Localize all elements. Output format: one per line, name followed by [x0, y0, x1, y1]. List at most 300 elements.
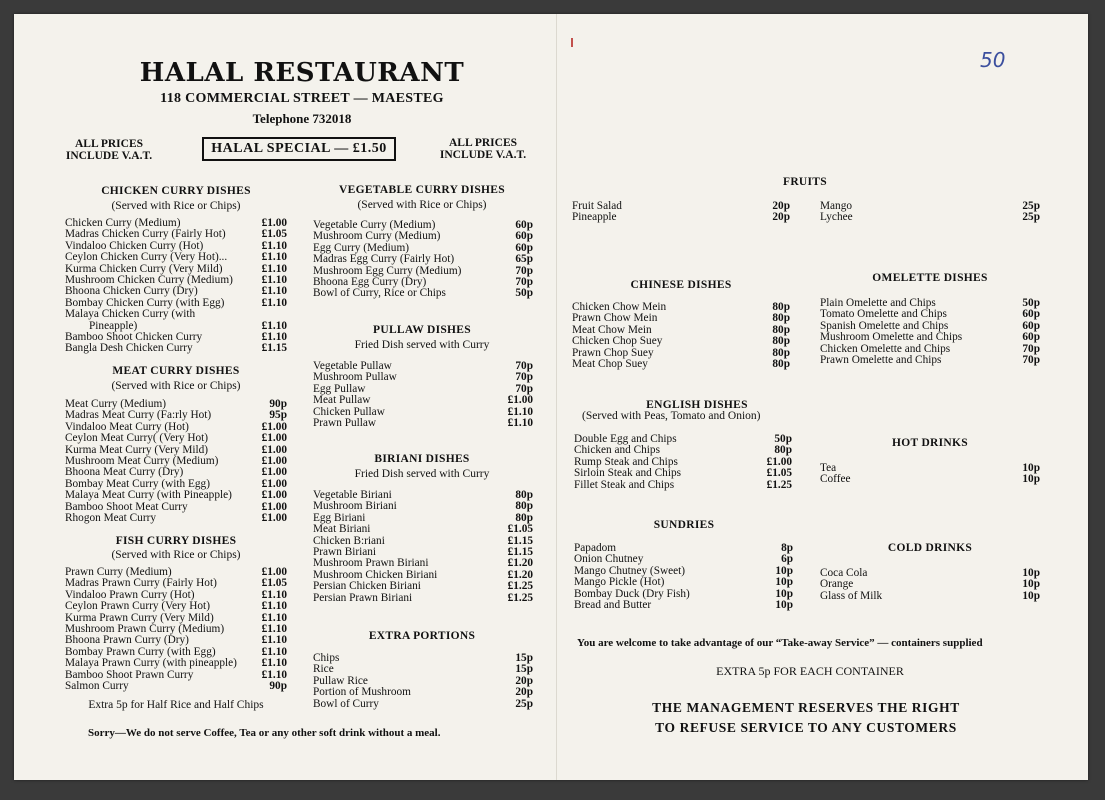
menu-item — [313, 593, 533, 604]
menu-item-price: £1.00 — [766, 455, 792, 468]
menu-item — [65, 567, 287, 578]
menu-item — [820, 474, 1040, 485]
menu-item-name: Meat Chop Suey — [572, 358, 648, 370]
omelette-heading: OMELETTE DISHES — [872, 272, 988, 284]
menu-item-name: Pullaw Rice — [313, 675, 368, 687]
menu-item — [313, 288, 533, 299]
biriani-heading: BIRIANI DISHES — [374, 453, 470, 465]
vegetable-list — [313, 220, 533, 300]
menu-item-name: Vindaloo Prawn Curry (Hot) — [65, 589, 195, 601]
restaurant-address: 118 COMMERCIAL STREET — MAESTEG — [160, 91, 444, 106]
menu-item — [65, 241, 287, 252]
menu-item — [65, 601, 287, 612]
menu-item-price: £1.10 — [261, 330, 287, 343]
menu-item — [65, 399, 287, 410]
menu-item-name: Malaya Prawn Curry (with pineapple) — [65, 658, 237, 670]
menu-item-price: £1.10 — [261, 668, 287, 681]
menu-item-price: £1.20 — [507, 568, 533, 581]
menu-item-name: Madras Chicken Curry (Fairly Hot) — [65, 229, 226, 241]
menu-item-name: Prawn Chow Mein — [572, 313, 658, 325]
menu-item — [65, 286, 287, 297]
half-rice-note: Extra 5p for Half Rice and Half Chips — [88, 699, 264, 711]
menu-item-name: Bombay Duck (Dry Fish) — [574, 588, 690, 600]
menu-item-price: 60p — [1022, 331, 1040, 344]
menu-item-price: 60p — [1022, 308, 1040, 321]
menu-item-name: Vindaloo Meat Curry (Hot) — [65, 421, 189, 433]
menu-item-name: Bombay Chicken Curry (with Egg) — [65, 297, 225, 309]
menu-item — [574, 434, 792, 445]
menu-item — [65, 635, 287, 646]
menu-item-price: 25p — [515, 697, 533, 710]
menu-item-price: 10p — [1022, 567, 1040, 579]
menu-item-price: 10p — [775, 564, 793, 577]
menu-item-price: £1.20 — [507, 557, 533, 570]
menu-item-price: 10p — [775, 598, 793, 611]
menu-item — [574, 566, 793, 577]
vat-notice-right: ALL PRICES INCLUDE V.A.T. — [439, 137, 527, 161]
menu-item-price: 8p — [781, 542, 793, 554]
menu-item-name: Meat Biriani — [313, 524, 371, 536]
menu-item — [65, 332, 287, 343]
menu-item-name: Mushroom Prawn Curry (Medium) — [65, 623, 225, 635]
meat-list — [65, 399, 287, 524]
menu-item — [313, 581, 533, 592]
menu-item — [313, 220, 533, 231]
menu-item-price: £1.10 — [261, 600, 287, 613]
menu-item-name: Fruit Salad — [572, 201, 622, 212]
menu-item-price: £1.10 — [261, 239, 287, 252]
pullaw-list — [313, 361, 533, 429]
menu-item-name: Pineapple — [572, 212, 617, 224]
menu-item-name: Kurma Chicken Curry (Very Mild) — [65, 263, 223, 275]
management-line-2: TO REFUSE SERVICE TO ANY CUSTOMERS — [655, 720, 957, 735]
menu-item-name: Vegetable Curry (Medium) — [313, 220, 436, 231]
menu-item — [313, 407, 533, 418]
fold-line — [556, 14, 557, 780]
menu-item — [574, 457, 792, 468]
menu-item-name: Malaya Chicken Curry (with — [65, 309, 196, 321]
menu-item-price: 50p — [1022, 297, 1040, 309]
menu-item-price: 10p — [775, 587, 793, 600]
menu-item-price: 20p — [772, 211, 790, 224]
menu-item-name: Chicken Pullaw — [313, 406, 385, 418]
menu-item-name: Mushroom Chicken Biriani — [313, 569, 438, 581]
menu-item — [572, 359, 790, 370]
menu-item — [65, 590, 287, 601]
menu-item-price: 90p — [269, 398, 287, 410]
menu-item-price: £1.15 — [261, 342, 287, 355]
pullaw-heading: PULLAW DISHES — [373, 324, 471, 336]
menu-item — [65, 624, 287, 635]
menu-item — [820, 321, 1040, 332]
menu-item-name: Salmon Curry — [65, 680, 129, 692]
menu-item — [820, 298, 1040, 309]
menu-item — [313, 254, 533, 265]
chinese-list — [572, 302, 790, 370]
menu-item-name: Bhoona Egg Curry (Dry) — [313, 276, 427, 288]
menu-item-name: Glass of Milk — [820, 590, 883, 602]
fruits-list-right — [820, 201, 1040, 224]
menu-item-price: £1.05 — [766, 467, 792, 480]
menu-item-name: Ceylon Meat Curry( (Very Hot) — [65, 433, 209, 445]
menu-item — [313, 536, 533, 547]
menu-item-name: Double Egg and Chips — [574, 434, 677, 445]
menu-item-price: 10p — [1022, 462, 1040, 474]
menu-item-price: £1.10 — [261, 273, 287, 286]
menu-item — [572, 313, 790, 324]
menu-item-name: Tea — [820, 463, 837, 474]
menu-item — [65, 513, 287, 524]
menu-item-price: £1.00 — [261, 217, 287, 229]
menu-item-price: £1.10 — [507, 405, 533, 418]
menu-item-name: Bamboo Shoot Meat Curry — [65, 501, 188, 513]
menu-item — [574, 600, 793, 611]
menu-item-price: 80p — [515, 489, 533, 501]
menu-item-name: Portion of Mushroom — [313, 687, 411, 699]
restaurant-title: HALAL RESTAURANT — [139, 58, 465, 88]
menu-item-name: Mango Chutney (Sweet) — [574, 565, 686, 577]
menu-item-name: Papadom — [574, 543, 617, 554]
menu-item-name: Ceylon Prawn Curry (Very Hot) — [65, 601, 210, 613]
menu-item-price: £1.10 — [261, 296, 287, 309]
menu-item — [65, 275, 287, 286]
chicken-list — [65, 218, 287, 355]
menu-item — [574, 554, 793, 565]
menu-item — [65, 467, 287, 478]
menu-item-name: Mushroom Biriani — [313, 501, 397, 513]
menu-item — [572, 348, 790, 359]
menu-item-price: £1.10 — [507, 416, 533, 429]
menu-item-name: Kurma Meat Curry (Very Mild) — [65, 444, 209, 456]
menu-item-name: Rice — [313, 664, 334, 676]
menu-item — [65, 252, 287, 263]
fruits-list-left — [572, 201, 790, 224]
menu-item — [574, 543, 793, 554]
extra-list — [313, 653, 533, 710]
menu-item-price: 70p — [515, 264, 533, 277]
menu-item-price: £1.10 — [261, 645, 287, 658]
menu-item-price: £1.00 — [261, 477, 287, 490]
menu-item-price: 80p — [515, 500, 533, 513]
menu-item-name: Madras Meat Curry (Fa:rly Hot) — [65, 410, 212, 422]
menu-item — [65, 298, 287, 309]
menu-item-price: 20p — [772, 200, 790, 212]
menu-item-name: Bhoona Meat Curry (Dry) — [65, 467, 184, 479]
menu-item-name: Mushroom Pullaw — [313, 372, 397, 384]
menu-item — [65, 422, 287, 433]
menu-item — [313, 513, 533, 524]
menu-item-name: Mushroom Prawn Biriani — [313, 558, 429, 570]
menu-item-name: Prawn Pullaw — [313, 417, 377, 429]
chicken-heading: CHICKEN CURRY DISHES — [101, 185, 251, 197]
menu-item-name: Plain Omelette and Chips — [820, 298, 936, 309]
menu-item-name: Egg Pullaw — [313, 383, 366, 395]
menu-item-name: Prawn Curry (Medium) — [65, 567, 172, 578]
menu-item-price: £1.10 — [261, 634, 287, 647]
menu-item — [820, 579, 1040, 590]
meat-heading: MEAT CURRY DISHES — [112, 365, 240, 377]
menu-item-name: Vegetable Biriani — [313, 490, 392, 501]
menu-item-price: 50p — [515, 287, 533, 300]
hot-drinks-heading: HOT DRINKS — [892, 437, 968, 449]
menu-item-name: Egg Biriani — [313, 512, 366, 524]
menu-item — [313, 547, 533, 558]
menu-item-price: £1.00 — [261, 500, 287, 513]
menu-item-name: Prawn Chop Suey — [572, 347, 654, 359]
menu-item — [65, 479, 287, 490]
menu-item-price: £1.10 — [261, 657, 287, 670]
menu-item-name: Chicken Chow Mein — [572, 302, 667, 313]
menu-item-name: Fillet Steak and Chips — [574, 479, 675, 491]
menu-item-name: Chicken Chop Suey — [572, 336, 663, 348]
menu-item — [572, 212, 790, 223]
menu-item — [65, 218, 287, 229]
meat-subtitle: (Served with Rice or Chips) — [111, 380, 241, 392]
menu-item-price: 60p — [515, 219, 533, 231]
menu-item — [65, 445, 287, 456]
management-line-1: THE MANAGEMENT RESERVES THE RIGHT — [652, 700, 960, 715]
menu-item-name: Mushroom Curry (Medium) — [313, 231, 441, 243]
menu-item-name: Mango Pickle (Hot) — [574, 577, 665, 589]
menu-item-price: 60p — [1022, 319, 1040, 332]
restaurant-telephone: Telephone 732018 — [252, 111, 352, 126]
chicken-subtitle: (Served with Rice or Chips) — [111, 200, 241, 212]
chinese-heading: CHINESE DISHES — [630, 279, 732, 291]
menu-item — [572, 336, 790, 347]
menu-item — [65, 343, 287, 354]
menu-item — [574, 577, 793, 588]
menu-item-name: Coffee — [820, 474, 851, 486]
menu-item-name: Bhoona Prawn Curry (Dry) — [65, 635, 189, 647]
menu-item-price: 80p — [515, 511, 533, 524]
menu-item — [65, 456, 287, 467]
menu-item — [820, 344, 1040, 355]
menu-item — [313, 501, 533, 512]
menu-item — [820, 568, 1040, 579]
menu-item-price: £1.10 — [261, 251, 287, 264]
menu-item-name: Persian Prawn Biriani — [313, 592, 413, 604]
menu-item — [313, 664, 533, 675]
menu-item-price: £1.00 — [507, 394, 533, 407]
menu-item — [65, 490, 287, 501]
menu-item — [65, 578, 287, 589]
menu-item-name: Lychee — [820, 212, 853, 224]
vat-notice-left: ALL PRICES INCLUDE V.A.T. — [65, 138, 153, 162]
menu-item-name: Mango — [820, 201, 853, 212]
menu-item-price: 15p — [515, 652, 533, 664]
menu-item — [313, 372, 533, 383]
menu-item-name: Bowl of Curry, Rice or Chips — [313, 288, 446, 300]
menu-item-price: £1.00 — [261, 566, 287, 578]
menu-item — [820, 591, 1040, 602]
menu-item-name: Mushroom Chicken Curry (Medium) — [65, 274, 233, 286]
menu-item — [65, 229, 287, 240]
menu-item-name: Sirloin Steak and Chips — [574, 468, 682, 480]
menu-item-name: Vegetable Pullaw — [313, 361, 392, 372]
pullaw-subtitle: Fried Dish served with Curry — [354, 339, 490, 351]
menu-item-name: Egg Curry (Medium) — [313, 242, 410, 254]
menu-item-price: 15p — [515, 663, 533, 676]
menu-item-name: Tomato Omelette and Chips — [820, 309, 947, 321]
menu-item-name: Chicken Omelette and Chips — [820, 343, 951, 355]
menu-item-price: 25p — [1022, 200, 1040, 212]
menu-item — [313, 653, 533, 664]
menu-item — [65, 433, 287, 444]
menu-item-price: 80p — [772, 346, 790, 359]
menu-item-name: Mushroom Meat Curry (Medium) — [65, 455, 219, 467]
omelette-list — [820, 298, 1040, 366]
menu-item-price: £1.10 — [261, 622, 287, 635]
sundries-heading: SUNDRIES — [653, 519, 715, 531]
english-list — [574, 434, 792, 491]
menu-item-name: Prawn Omelette and Chips — [820, 354, 942, 366]
menu-item-price: £1.00 — [261, 432, 287, 445]
menu-item-name: Madras Egg Curry (Fairly Hot) — [313, 254, 455, 266]
menu-item-price: 60p — [515, 241, 533, 254]
menu-item-price: 10p — [775, 576, 793, 589]
menu-item-price: 50p — [774, 433, 792, 445]
menu-item-price: 70p — [515, 360, 533, 372]
menu-item-price: 70p — [515, 371, 533, 384]
menu-item — [313, 570, 533, 581]
menu-item-price: £1.25 — [766, 478, 792, 491]
vegetable-heading: VEGETABLE CURRY DISHES — [339, 184, 505, 196]
takeaway-note: You are welcome to take advantage of our “Take-away Service” — containers supplied — [577, 637, 983, 649]
menu-item — [574, 468, 792, 479]
menu-item-name: Vindaloo Chicken Curry (Hot) — [65, 240, 204, 252]
extra-heading: EXTRA PORTIONS — [368, 630, 476, 642]
menu-item — [313, 277, 533, 288]
menu-item — [65, 681, 287, 692]
menu-item-price: £1.15 — [507, 534, 533, 547]
sorry-note: Sorry—We do not serve Coffee, Tea or any other soft drink without a meal. — [88, 727, 441, 739]
menu-item — [313, 558, 533, 569]
menu-item — [65, 502, 287, 513]
menu-item-price: 90p — [269, 679, 287, 692]
biriani-list — [313, 490, 533, 604]
menu-item — [572, 302, 790, 313]
fish-list — [65, 567, 287, 692]
menu-item-price: 20p — [515, 686, 533, 699]
menu-item-price: 70p — [1022, 353, 1040, 366]
red-mark — [571, 38, 573, 47]
menu-item-price: 25p — [1022, 211, 1040, 224]
english-subtitle: (Served with Peas, Tomato and Onion) — [582, 410, 761, 422]
menu-item-price: 70p — [1022, 342, 1040, 355]
menu-item-price: £1.00 — [261, 420, 287, 433]
menu-item — [820, 463, 1040, 474]
menu-item-price: £1.00 — [261, 454, 287, 467]
menu-item — [65, 613, 287, 624]
menu-item-name: Bamboo Shoot Chicken Curry — [65, 331, 203, 343]
menu-item — [65, 264, 287, 275]
menu-item — [313, 231, 533, 242]
menu-item-price: £1.00 — [261, 466, 287, 479]
handwritten-page-number: 50 — [980, 48, 1006, 72]
biriani-subtitle: Fried Dish served with Curry — [354, 468, 490, 480]
menu-item — [313, 676, 533, 687]
menu-item — [313, 243, 533, 254]
menu-item-price: 70p — [515, 382, 533, 395]
menu-item-price: 80p — [772, 312, 790, 325]
sundries-list — [574, 543, 793, 611]
menu-item-price: £1.15 — [507, 545, 533, 558]
menu-item — [574, 589, 793, 600]
container-note: EXTRA 5p FOR EACH CONTAINER — [716, 664, 904, 678]
menu-item-price: 70p — [515, 275, 533, 288]
menu-item-price: £1.10 — [261, 319, 287, 332]
menu-item-price: £1.05 — [261, 577, 287, 590]
vegetable-subtitle: (Served with Rice or Chips) — [357, 199, 487, 211]
menu-item-price: 80p — [772, 323, 790, 336]
menu-item-price: £1.10 — [261, 588, 287, 601]
menu-item — [65, 321, 287, 332]
menu-item-name: Bread and Butter — [574, 599, 652, 611]
menu-item — [65, 647, 287, 658]
menu-item — [313, 490, 533, 501]
menu-item — [572, 325, 790, 336]
menu-item-name: Mushroom Omelette and Chips — [820, 332, 963, 344]
menu-item-price: £1.00 — [261, 443, 287, 456]
menu-item — [313, 687, 533, 698]
menu-item-name: Chicken B:riani — [313, 535, 385, 547]
menu-item-price: 80p — [774, 444, 792, 457]
menu-item-name: Prawn Biriani — [313, 546, 377, 558]
menu-item-name: Meat Curry (Medium) — [65, 399, 167, 410]
menu-item-price: £1.25 — [507, 580, 533, 593]
menu-item-name: Bangla Desh Chicken Curry — [65, 343, 193, 355]
menu-item — [313, 418, 533, 429]
fish-heading: FISH CURRY DISHES — [115, 535, 237, 547]
menu-item — [65, 670, 287, 681]
menu-item-name: Persian Chicken Biriani — [313, 581, 421, 593]
menu-item — [820, 201, 1040, 212]
menu-item-price: £1.05 — [507, 523, 533, 536]
menu-item-price: 10p — [1022, 473, 1040, 486]
menu-item-name: Pineapple) — [89, 320, 138, 332]
menu-item — [574, 445, 792, 456]
menu-item-price: 80p — [772, 357, 790, 370]
menu-item-price: £1.10 — [261, 611, 287, 624]
menu-item-name: Chicken and Chips — [574, 445, 660, 457]
menu-item — [313, 395, 533, 406]
menu-item-price: £1.00 — [261, 511, 287, 524]
menu-item-name: Malaya Meat Curry (with Pineapple) — [65, 490, 232, 502]
menu-item-name: Madras Prawn Curry (Fairly Hot) — [65, 578, 217, 590]
menu-item — [820, 332, 1040, 343]
halal-special-box: HALAL SPECIAL — £1.50 — [202, 137, 396, 161]
hot-drinks-list — [820, 463, 1040, 486]
menu-item — [313, 361, 533, 372]
menu-item-name: Rhogon Meat Curry — [65, 512, 156, 524]
menu-item-name: Bombay Prawn Curry (with Egg) — [65, 646, 216, 658]
menu-item — [313, 384, 533, 395]
menu-item-name: Spanish Omelette and Chips — [820, 320, 949, 332]
menu-item — [820, 212, 1040, 223]
menu-item-price: £1.10 — [261, 285, 287, 298]
menu-item — [65, 658, 287, 669]
menu-item-name: Bhoona Chicken Curry (Dry) — [65, 286, 198, 298]
menu-item — [572, 201, 790, 212]
menu-item — [65, 410, 287, 421]
menu-item-price: 80p — [772, 301, 790, 313]
cold-drinks-list — [820, 568, 1040, 602]
menu-item-price: 95p — [269, 409, 287, 422]
menu-item — [820, 309, 1040, 320]
menu-item-name: Chips — [313, 653, 340, 664]
menu-item-price: 65p — [515, 253, 533, 266]
cold-drinks-heading: COLD DRINKS — [887, 542, 973, 554]
